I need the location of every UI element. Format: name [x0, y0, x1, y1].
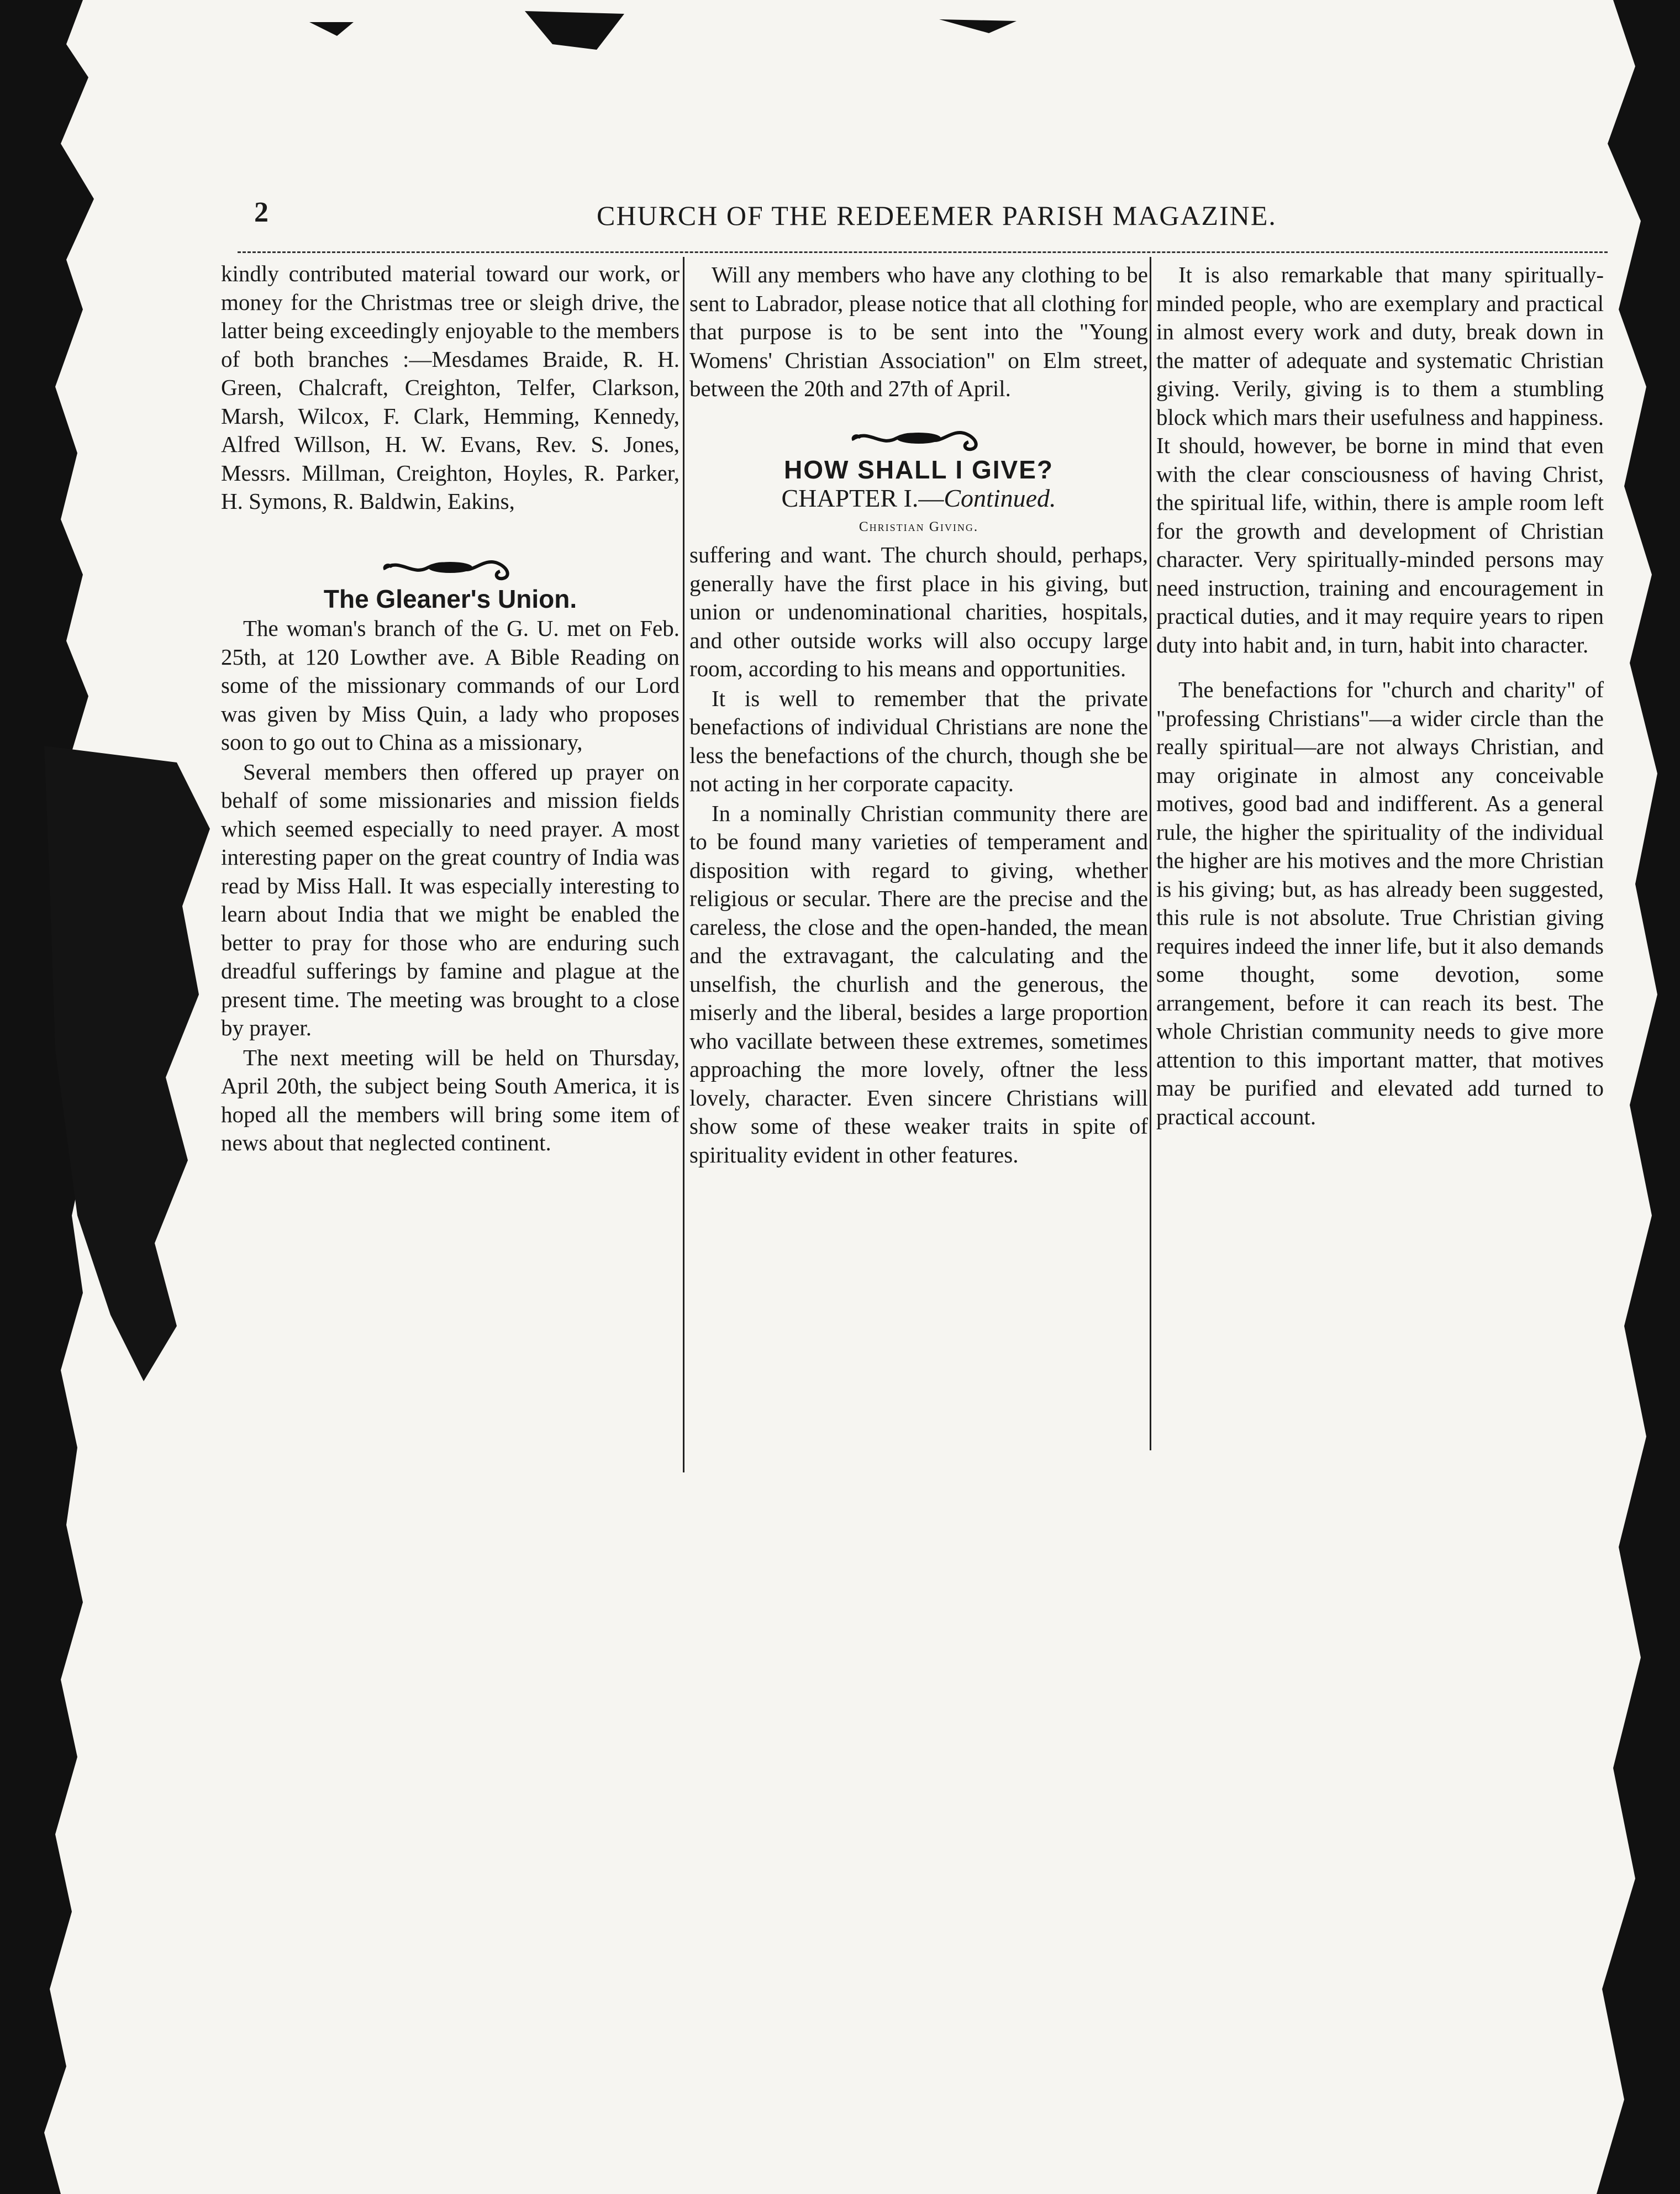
column-divider-2	[1150, 257, 1151, 1450]
header-rule	[238, 251, 1608, 253]
page-number: 2	[254, 197, 268, 228]
gleaners-union-heading: The Gleaner's Union.	[323, 584, 577, 613]
scan-damage-top	[0, 0, 1680, 72]
chapter-title	[689, 484, 1148, 513]
col2-paragraph-4: In a nominally Christian community there are to be found many varieties of temperament and disposition with regard to giving, whether religious or secular. There are the precise and the careless, the close and the open-handed, the mean and the extravagant, the calculating and the unselfish, the churlish and the generous, the miserly and the liberal, besides a large proportion who vacillate between these extremes, sometimes approaching the more lovely, oftner the less lovely, character. Even sincere Christians will show some of these weaker traits in spite of spirituality evident in other features.	[689, 800, 1148, 1167]
col2-paragraph-2: suffering and want. The church should, perhaps, generally have the first place in his giving, but union or undenominational charities, hospitals, and other outside works will also occupy large room, according to his means and opportunities.	[689, 542, 1148, 681]
scan-damage-right	[1591, 0, 1680, 2194]
how-shall-i-give-heading: HOW SHALL I GIVE?	[783, 455, 1054, 484]
page-header	[238, 196, 1315, 235]
col1-paragraph-3: Several members then offered up prayer on behalf of some missionaries and mission fields which seemed especially to need prayer. A most interesting paper on the great country of India was read by Miss Hall. It was especially interesting to learn about India that we might be enabled the better to pray for those who are enduring such dreadful sufferings by famine and plague at the present time. The meeting was brought to a close by prayer.	[221, 759, 680, 1040]
chapter-label: CHAPTER I.—	[781, 484, 944, 512]
col3-paragraph-2: The benefactions for "church and charity" of "professing Christians"—a wider circle than the really spiritual—are not always Christian, and may originate in almost any conceivable motives, good bad and indifferent. As a general rule, the higher the spirituality of the individual the higher are his motives and the more Christian is his giving; but, as has already been suggested, this rule is not absolute. True Christian giving requires indeed the inner life, but it also demands some thought, some devotion, some arrangement, before it can reach its best. The whole Christian community needs to give more attention to this important matter, that motives may be purified and elevated add turned to practical account.	[1156, 677, 1604, 1129]
chapter-continued: Continued.	[944, 484, 1056, 512]
column-1	[221, 260, 680, 1157]
column-3	[1156, 260, 1604, 1131]
col2-paragraph-3: It is well to remember that the private benefactions of individual Christians are none the less the benefactions of the church, though she be not acting in her corporate capacity.	[689, 685, 1148, 796]
col1-paragraph-2: The woman's branch of the G. U. met on Feb. 25th, at 120 Lowther ave. A Bible Reading on some of the missionary commands of our Lord was given by Miss Quin, a lady who proposes soon to go out to China as a missionary,	[221, 615, 680, 755]
col1-paragraph-1: kindly contributed material toward our work, or money for the Christmas tree or sleigh drive, the latter being exceedingly enjoyable to the members of both branches :—Mesdames Braide, R. H. Green, Chalcraft, Creighton, Telfer, Clarkson, Marsh, Wilcox, F. Clark, Hemming, Kennedy, Alfred Willson, H. W. Evans, Rev. S. Jones, Messrs. Millman, Creighton, Hoyles, R. Parker, H. Symons, R. Baldwin, Eakins,	[221, 261, 680, 514]
col2-paragraph-1: Will any members who have any clothing to be sent to Labrador, please notice that all clothing for that purpose is to be sent into the "Young Womens' Christian Association" on Elm street, between the 20th and 27th of April.	[689, 262, 1148, 401]
column-2	[689, 260, 1148, 1169]
scan-damage-left	[0, 0, 232, 2194]
ornament-flourish-icon	[847, 417, 991, 456]
col3-paragraph-1: It is also remarkable that many spiritually-minded people, who are exemplary and practical in almost every work and duty, break down in the matter of adequate and systematic Christian giving. Verily, giving is to them a stumbling block which mars their usefulness and happiness. It should, however, be borne in mind that even with the clear consciousness of having Christ, the spiritual life, within, there is ample room left for the growth and development of Christian character. Very spiritually-minded persons may need instruction, training and encouragement in practical duties, and it may require years to ripen duty into habit and, in turn, habit into character.	[1156, 262, 1604, 657]
running-title: CHURCH OF THE REDEEMER PARISH MAGAZINE.	[597, 200, 1277, 231]
col1-paragraph-4: The next meeting will be held on Thursday, April 20th, the subject being South America, it is hoped all the members will bring some item of news about that neglected continent.	[221, 1044, 680, 1155]
ornament-flourish-icon	[378, 546, 522, 585]
chapter-subhead: Christian Giving.	[859, 519, 979, 534]
column-divider-1	[683, 257, 684, 1472]
